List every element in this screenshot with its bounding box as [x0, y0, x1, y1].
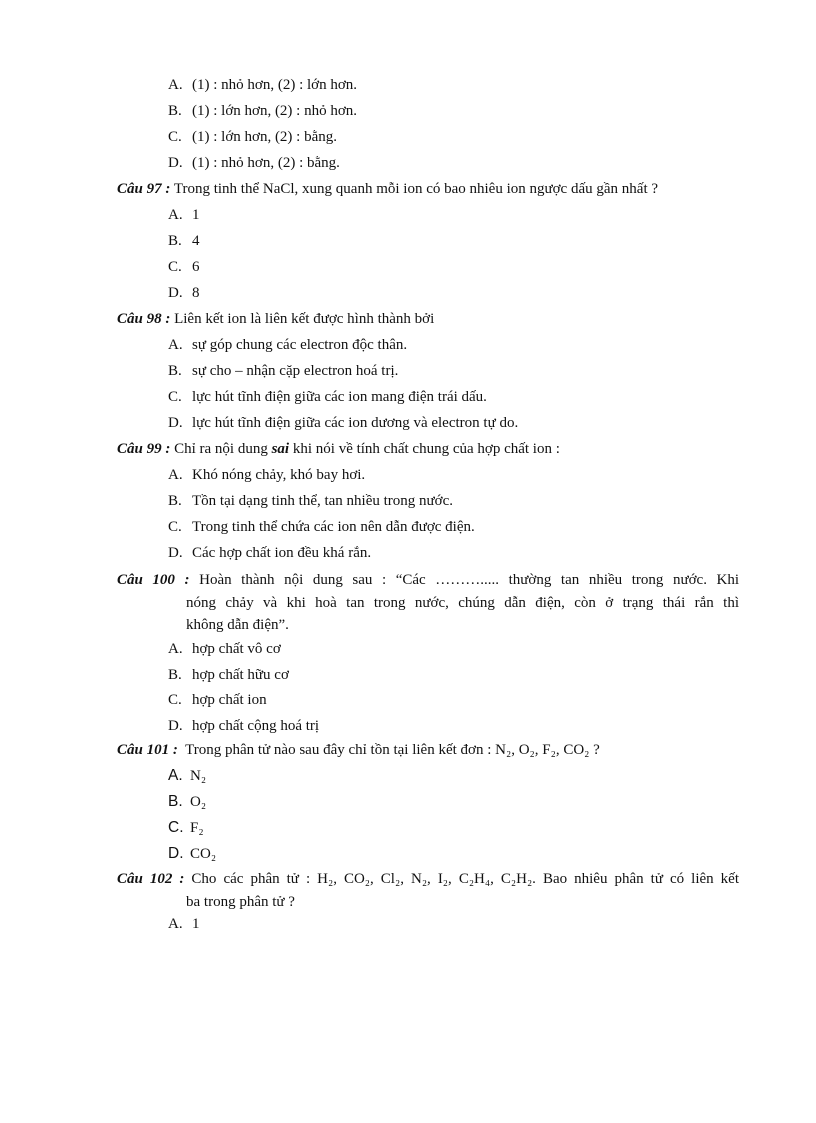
q101-option-c: [168, 817, 204, 839]
option-text: 8: [192, 285, 200, 301]
q96-option-c: [168, 126, 337, 148]
option-text: 1: [192, 916, 200, 932]
option-letter: A.: [168, 767, 183, 784]
q96-option-d: [168, 152, 340, 174]
option-text: F₂: [190, 820, 204, 836]
q101-option-b: [168, 791, 206, 813]
q97-stem: [117, 178, 739, 200]
option-letter: C.: [168, 819, 184, 836]
option-letter: B.: [168, 233, 182, 249]
q96-option-a: [168, 74, 357, 96]
option-text: 6: [192, 259, 200, 275]
q97-option-a: [168, 204, 200, 226]
q101-option-a: [168, 765, 206, 787]
option-text: lực hút tĩnh điện giữa các ion mang điện trái dấu.: [192, 389, 487, 405]
q100-line-2: nóng chảy và khi hoà tan trong nước, chúng dẫn điện, còn ở trạng thái rắn thì: [186, 594, 739, 611]
option-text: Tồn tại dạng tinh thể, tan nhiều trong nước.: [192, 493, 454, 509]
question-molecules: N₂, O₂, F₂, CO₂ ?: [495, 742, 600, 758]
question-label: Câu 99 :: [117, 441, 171, 457]
option-letter: A.: [168, 77, 183, 93]
question-text-before: Chỉ ra nội dung: [174, 441, 268, 457]
emphasis-word: sai: [271, 441, 290, 457]
q98-option-c: [168, 386, 487, 408]
option-letter: C.: [168, 692, 182, 708]
option-letter: B.: [168, 493, 182, 509]
option-letter: B.: [168, 667, 182, 683]
option-letter: B.: [168, 363, 182, 379]
option-letter: A.: [168, 207, 183, 223]
q97-option-d: [168, 282, 200, 304]
q100-option-c: [168, 689, 267, 711]
option-text: (1) : nhỏ hơn, (2) : lớn hơn.: [192, 77, 358, 93]
q98-option-a: [168, 334, 407, 356]
option-text: (1) : lớn hơn, (2) : bằng.: [192, 129, 338, 145]
q102-line-1: [117, 868, 739, 891]
option-letter: A.: [168, 337, 183, 353]
option-letter: D.: [168, 845, 184, 862]
question-label: Câu 97 :: [117, 181, 171, 197]
question-text: Trong phân tử nào sau đây chỉ tồn tại liên kết đơn :: [185, 742, 492, 758]
option-text: hợp chất hữu cơ: [192, 667, 289, 683]
q99-option-b: [168, 490, 453, 512]
option-text: lực hút tĩnh điện giữa các ion dương và electron tự do.: [192, 415, 519, 431]
q97-option-c: [168, 256, 200, 278]
question-text: Trong tinh thể NaCl, xung quanh mỗi ion có bao nhiêu ion ngược dấu gần nhất ?: [173, 181, 659, 197]
option-letter: A.: [168, 467, 183, 483]
option-letter: D.: [168, 545, 183, 561]
option-text: hợp chất cộng hoá trị: [192, 718, 320, 734]
q101-stem: [117, 739, 739, 761]
option-text: Khó nóng chảy, khó bay hơi.: [192, 467, 366, 483]
question-label: Câu 100 :: [117, 572, 190, 588]
q102-stem: [117, 868, 739, 913]
option-text: N₂: [190, 768, 207, 784]
question-label: Câu 102 :: [117, 871, 185, 887]
q101-option-d: [168, 843, 216, 865]
option-text: Trong tinh thể chứa các ion nên dẫn được điện.: [192, 519, 475, 535]
option-letter: A.: [168, 916, 183, 932]
q100-option-d: [168, 715, 319, 737]
option-letter: C.: [168, 389, 182, 405]
option-letter: D.: [168, 415, 183, 431]
question-text: Hoàn thành nội dung sau : “Các ………..... thường tan nhiều trong nước. Khi: [199, 572, 740, 588]
option-letter: C.: [168, 129, 182, 145]
option-text: (1) : nhỏ hơn, (2) : bằng.: [192, 155, 340, 171]
q98-option-d: [168, 412, 518, 434]
q98-option-b: [168, 360, 398, 382]
option-text: (1) : lớn hơn, (2) : nhỏ hơn.: [192, 103, 358, 119]
option-letter: B.: [168, 103, 182, 119]
question-text: Liên kết ion là liên kết được hình thành bởi: [174, 311, 435, 327]
q96-option-b: [168, 100, 357, 122]
q100-line-3: không dẫn điện”.: [186, 617, 289, 633]
q100-line-1: [117, 569, 739, 592]
q98-stem: [117, 308, 739, 330]
option-text: hợp chất ion: [192, 692, 267, 708]
option-text: 4: [192, 233, 200, 249]
option-letter: D.: [168, 285, 183, 301]
option-letter: B.: [168, 793, 183, 810]
option-letter: D.: [168, 718, 183, 734]
option-letter: D.: [168, 155, 183, 171]
option-letter: A.: [168, 641, 183, 657]
question-label: Câu 101 :: [117, 742, 178, 758]
q99-option-d: [168, 542, 371, 564]
q99-option-a: [168, 464, 365, 486]
option-text: sự cho – nhận cặp electron hoá trị.: [192, 363, 399, 379]
question-text: Cho các phân tử : H₂, CO₂, Cl₂, N₂, I₂, C₂H₄, C₂H₂. Bao nhiêu phân tử có liên kết: [191, 871, 740, 887]
option-text: sự góp chung các electron độc thân.: [192, 337, 408, 353]
option-text: 1: [192, 207, 200, 223]
q99-stem: [117, 438, 739, 460]
question-text-after: khi nói về tính chất chung của hợp chất ion :: [292, 441, 560, 457]
q102-line-2: ba trong phân tử ?: [186, 893, 295, 910]
q100-option-b: [168, 664, 289, 686]
q97-option-b: [168, 230, 200, 252]
option-text: O₂: [190, 794, 207, 810]
option-text: Các hợp chất ion đều khá rắn.: [192, 545, 372, 561]
q102-option-a: [168, 913, 200, 935]
option-text: hợp chất vô cơ: [192, 641, 281, 657]
question-label: Câu 98 :: [117, 311, 171, 327]
q100-stem: [117, 569, 739, 637]
option-letter: C.: [168, 259, 182, 275]
option-letter: C.: [168, 519, 182, 535]
q99-option-c: [168, 516, 475, 538]
option-text: CO₂: [190, 846, 217, 862]
q100-option-a: [168, 638, 281, 660]
